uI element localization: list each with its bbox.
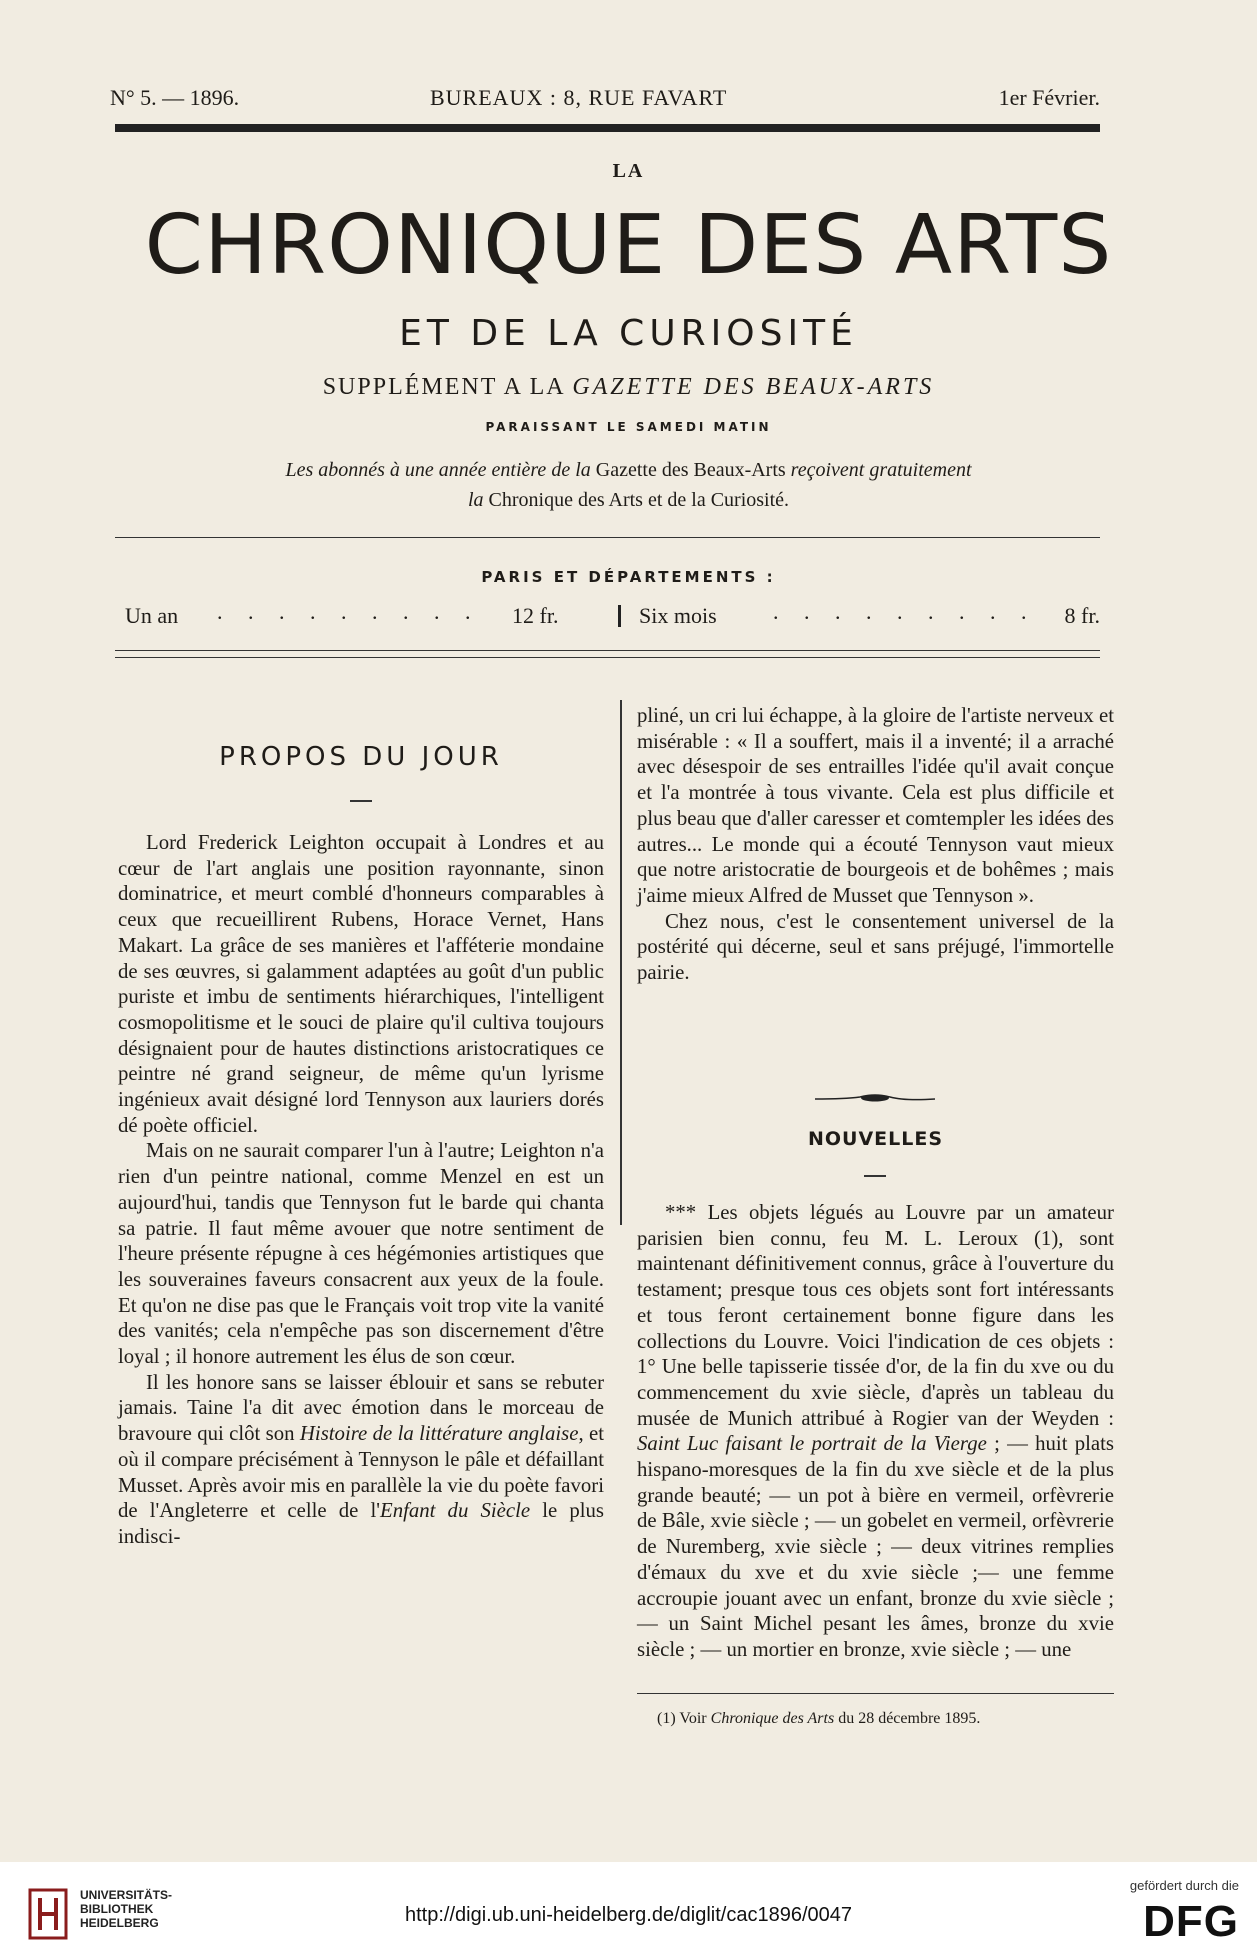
propos-paragraph-1: Lord Frederick Leighton occupait à Londres et au cœur de l'art anglais une position rayonnante, sinon dominatrice, et meurt comblé d'honneurs comparables à ceux que recueillirent Rubens, Horace Vernet, Hans Makart. La grâce de ses manières et l'afféterie mondaine de ses œuvres, si galamment adaptées au goût d'un public puriste et imbu de sentiments hiérarchiques, l'intelligent cosmopolitisme et le souci de plaire qu'il cultiva toujours désignaient pour de hautes distinctions aristocratiques ce peintre né grand seigneur, de même qu'un lyrisme ingénieux avait désigné lord Tennyson aux lauriers dorés dé poète officiel.: [118, 831, 604, 1137]
masthead-la: LA: [612, 160, 645, 182]
continuation-paragraph: pliné, un cri lui échappe, à la gloire de l'artiste nerveux et misérable : « Il a souffert, mais il a inventé; il a arraché avec désespoir de ses entrailles l'idée qu'il avait conçue et l'a montrée à tous vivante. Cela est plus difficile et plus beau que d'aller caresser et comtempler les idées des autres... Le monde qui a écouté Tennyson vaut mieux que notre aristocratie de bourgeois et de bohêmes ; mais j'aime mieux Alfred de Musset que Tennyson ».: [637, 704, 1114, 907]
supplement-prefix: SUPPLÉMENT A LA: [322, 374, 565, 400]
supplement-line: [0, 374, 1257, 401]
header-line: [110, 85, 1100, 113]
propos-article: [118, 830, 604, 1550]
tarifs-row: [125, 599, 1100, 633]
fleuron-ornament: [815, 1093, 935, 1105]
asterism-icon: ***: [665, 1201, 708, 1224]
gefoerdert-text: gefördert durch die: [1129, 1878, 1239, 1893]
abonnes-notice: [0, 455, 1257, 515]
continuation-paragraph-2: Chez nous, c'est le consentement universel de la postérité qui décerne, seul et sans préjugé, l'immortelle pairie.: [637, 909, 1114, 985]
tarif-un-an: Un an: [125, 603, 179, 628]
abonnes-text-1: Les abonnés à une année entière de la: [285, 459, 591, 481]
column-rule: [620, 700, 622, 1225]
nouvelles-title: NOUVELLES: [807, 1128, 944, 1150]
nouvelles-paragraph: *** Les objets légués au Louvre par un amateur parisien bien connu, feu M. L. Leroux (1), sont maintenant définitivement connus, grâce à l'ouverture du testament; presque tous ces objets sont fort intéressants et tous feront certainement bonne figure dans les collections du Louvre. Voici l'indication de ces objets : 1° Une belle tapisserie tissée d'or, de la fin du xve ou du commencement du xvie siècle, d'après un tableau du musée de Munich attribué à Rogier van der Weyden : Saint Luc faisant le portrait de la Vierge ; — huit plats hispano-moresques de la fin du xve siècle et de la plus grande beauté; — un pot à bière en vermeil, orfèvrerie de Bâle, xvie siècle ; — un gobelet en vermeil, orfèvrerie de Nuremberg, xvie siècle ; — deux vitrines remplies d'émaux du xve et du xvie siècle ;— une femme accroupie jouant avec un enfant, bronze du xvie siècle ; — un Saint Michel pesant les âmes, bronze du xvie siècle ; — un mortier en bronze, xvie siècle ; — une: [637, 1201, 1114, 1661]
dfg-logo: DFG: [1143, 1897, 1239, 1946]
source-url-link[interactable]: http://digi.ub.uni-heidelberg.de/diglit/cac1896/0047: [405, 1904, 852, 1926]
propos-paragraph-3: Il les honore sans se laisser éblouir et sans se rebuter jamais. Taine l'a dit avec émotion dans le morceau de bravoure qui clôt son Histoire de la littérature anglaise, et où il compare précisément à Tennyson le pâle et défaillant Musset. Après avoir mis en parallèle la vie du poète favori de l'Angleterre et celle de l'Enfant du Siècle le plus indisci-: [118, 1370, 604, 1548]
tarif-separator: [618, 605, 621, 627]
divider-rule-3: [115, 657, 1100, 658]
paraissant-line: PARAISSANT LE SAMEDI MATIN: [485, 420, 772, 434]
nouvelles-dash: [864, 1175, 886, 1177]
propos-dash: [350, 800, 372, 802]
header-rule: [115, 124, 1100, 132]
tarif-prix-an: 12 fr.: [512, 603, 559, 628]
issue-number: N° 5. — 1896.: [110, 85, 240, 110]
footnote-rule: [637, 1693, 1114, 1694]
footnote: (1) Voir Chronique des Arts du 28 décembre 1895.: [657, 1710, 981, 1727]
abonnes-chronique: Chronique des Arts et de la Curiosité.: [488, 489, 790, 511]
masthead-title: CHRONIQUE DES ARTS: [144, 198, 1113, 293]
abonnes-text-2: reçoivent gratuitement: [790, 459, 972, 481]
masthead-subtitle: ET DE LA CURIOSITÉ: [399, 313, 858, 354]
propos-paragraph-2: Mais on ne saurait comparer l'un à l'autre; Leighton n'a rien d'un peintre national, comme Menzel en est un aujourd'hui, tandis que Tennyson fut le barde qui chanta sa patrie. Il faut même avouer que notre sentiment de l'heure présente répugne à ces hégémonies artistiques que les souveraines faveurs consacrent aux yeux de la foule. Et qu'on ne dise pas que le Français voit trop vite la vanité des vanités; cela n'empêche pas son discernement d'être loyal ; il honore autrement les élus de son cœur.: [118, 1139, 604, 1369]
issue-date: 1er Février.: [998, 85, 1100, 110]
divider-rule-1: [115, 537, 1100, 538]
tarif-dots-1: . . . . . . . . .: [217, 599, 481, 624]
tarif-six-mois: Six mois: [639, 603, 717, 628]
nouvelles-article: [637, 1200, 1114, 1663]
supplement-gazette: GAZETTE DES BEAUX-ARTS: [572, 374, 935, 400]
propos-title: PROPOS DU JOUR: [219, 742, 503, 772]
abonnes-gazette: Gazette des Beaux-Arts: [595, 459, 786, 481]
bureaux-address: BUREAUX : 8, RUE FAVART: [430, 85, 728, 110]
tarif-dots-2: . . . . . . . . .: [773, 599, 1037, 624]
tarifs-heading: PARIS ET DÉPARTEMENTS :: [481, 568, 776, 586]
abonnes-la: la: [467, 489, 484, 511]
tarif-prix-six: 8 fr.: [1064, 603, 1100, 628]
university-name: UNIVERSITÄTS- BIBLIOTHEK HEIDELBERG: [80, 1888, 173, 1930]
divider-rule-2: [115, 650, 1100, 651]
propos-continuation: [637, 703, 1114, 986]
